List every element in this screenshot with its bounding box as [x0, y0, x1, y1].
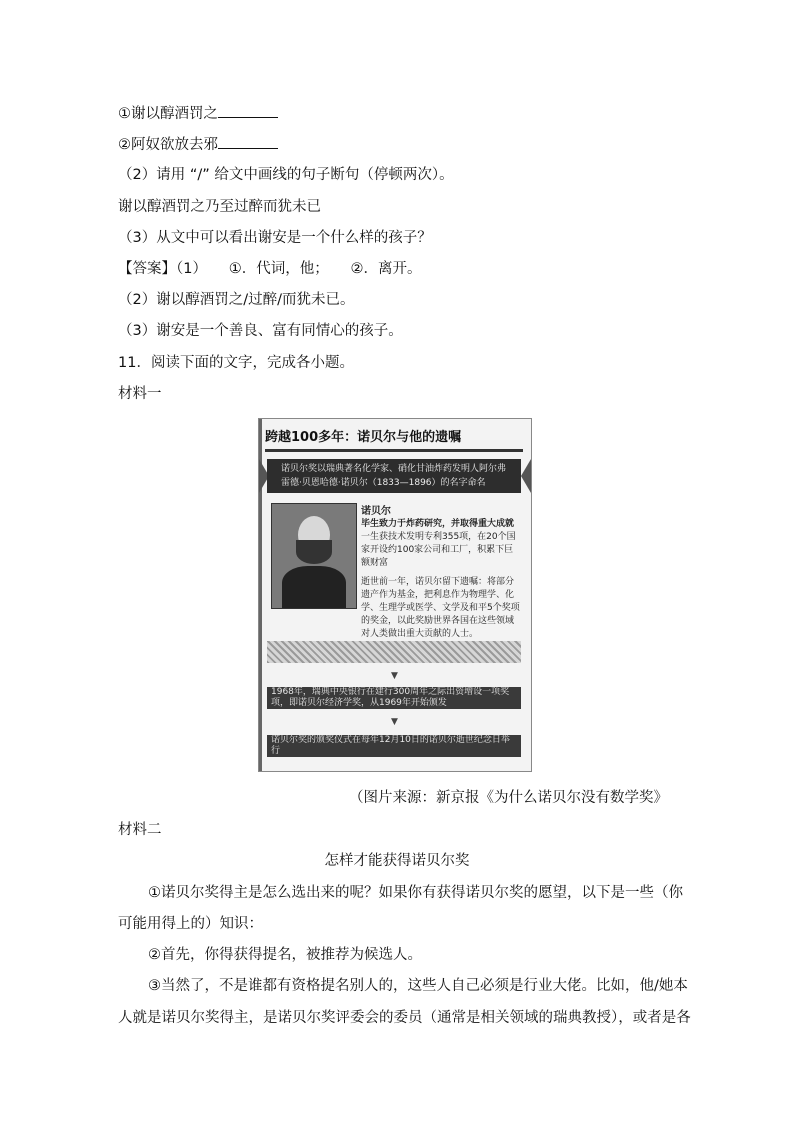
material-2-label: 材料二	[118, 822, 162, 838]
paragraph-2: ②首先，你得获得提名，被推荐为候选人。	[148, 947, 422, 963]
paragraph-3-line-1: ③当然了，不是谁都有资格提名别人的，这些人自己必须是行业大佬。比如，他/她本	[148, 978, 688, 994]
material-1-label: 材料一	[118, 386, 162, 402]
nobel-portrait	[271, 503, 357, 609]
question-11: 11．阅读下面的文字，完成各小题。	[118, 355, 354, 371]
poster-title: 跨越100多年：诺贝尔与他的遗嘱	[265, 427, 523, 452]
question-1a: ①谢以醇酒罚之	[118, 103, 278, 124]
poster-bar-2: 诺贝尔奖的颁奖仪式在每年12月10日的诺贝尔逝世纪念日举行	[267, 735, 521, 757]
answer-2: （2）谢以醇酒罚之/过醉/而犹未已。	[118, 292, 355, 308]
question-2: （2）请用 “/” 给文中画线的句子断句（停顿两次）。	[118, 167, 454, 183]
poster-banner: 诺贝尔奖以瑞典著名化学家、硝化甘油炸药发明人阿尔弗雷德·贝恩哈德·诺贝尔（1833—1896）的名字命名	[267, 459, 521, 493]
image-source: （图片来源：新京报《为什么诺贝尔没有数学奖》	[349, 790, 668, 806]
poster-name: 诺贝尔	[361, 506, 391, 517]
answer-3: （3）谢安是一个善良、富有同情心的孩子。	[118, 323, 403, 339]
poster-hatched-bar	[267, 641, 521, 663]
question-2-sentence: 谢以醇酒罚之乃至过醉而犹未已	[118, 199, 321, 215]
answer-blank	[218, 103, 278, 118]
paragraph-1-line-2: 可能用得上的）知识：	[118, 916, 263, 932]
answer-1: 【答案】（1） ①．代词，他； ②．离开。	[118, 261, 422, 277]
poster-bar-1: 1968年，瑞典中央银行在建行300周年之际出资增设一项奖项，即诺贝尔经济学奖，从1969年开始颁发	[267, 687, 521, 709]
arrow-down-icon: ▼	[391, 717, 398, 727]
poster-subtitle: 毕生致力于炸药研究，并取得重大成就	[361, 519, 515, 529]
answer-blank	[218, 134, 278, 149]
question-1b: ②阿奴欲放去邪	[118, 134, 278, 155]
poster-info	[361, 505, 521, 641]
poster-fact-2: 逝世前一年，诺贝尔留下遗嘱：将部分遗产作为基金，把利息作为物理学、化学、生理学或医学、文学及和平5个奖项的奖金，以此奖励世界各国在这些领域对人类做出重大贡献的人士。	[361, 577, 520, 639]
nobel-poster-image	[258, 418, 532, 772]
banner-arrow-right-icon	[521, 459, 531, 493]
paragraph-3-line-2: 人就是诺贝尔奖得主，是诺贝尔奖评委会的委员（通常是相关领域的瑞典教授），或者是各	[118, 1010, 691, 1026]
paragraph-1-line-1: ①诺贝尔奖得主是怎么选出来的呢？如果你有获得诺贝尔奖的愿望，以下是一些（你	[148, 885, 683, 901]
question-3: （3）从文中可以看出谢安是一个什么样的孩子？	[118, 230, 432, 246]
arrow-down-icon: ▼	[391, 671, 398, 681]
article-title: 怎样才能获得诺贝尔奖	[324, 853, 470, 869]
poster-fact-1: 一生获技术发明专利355项，在20个国家开设约100家公司和工厂，积累下巨额财富	[361, 532, 516, 568]
